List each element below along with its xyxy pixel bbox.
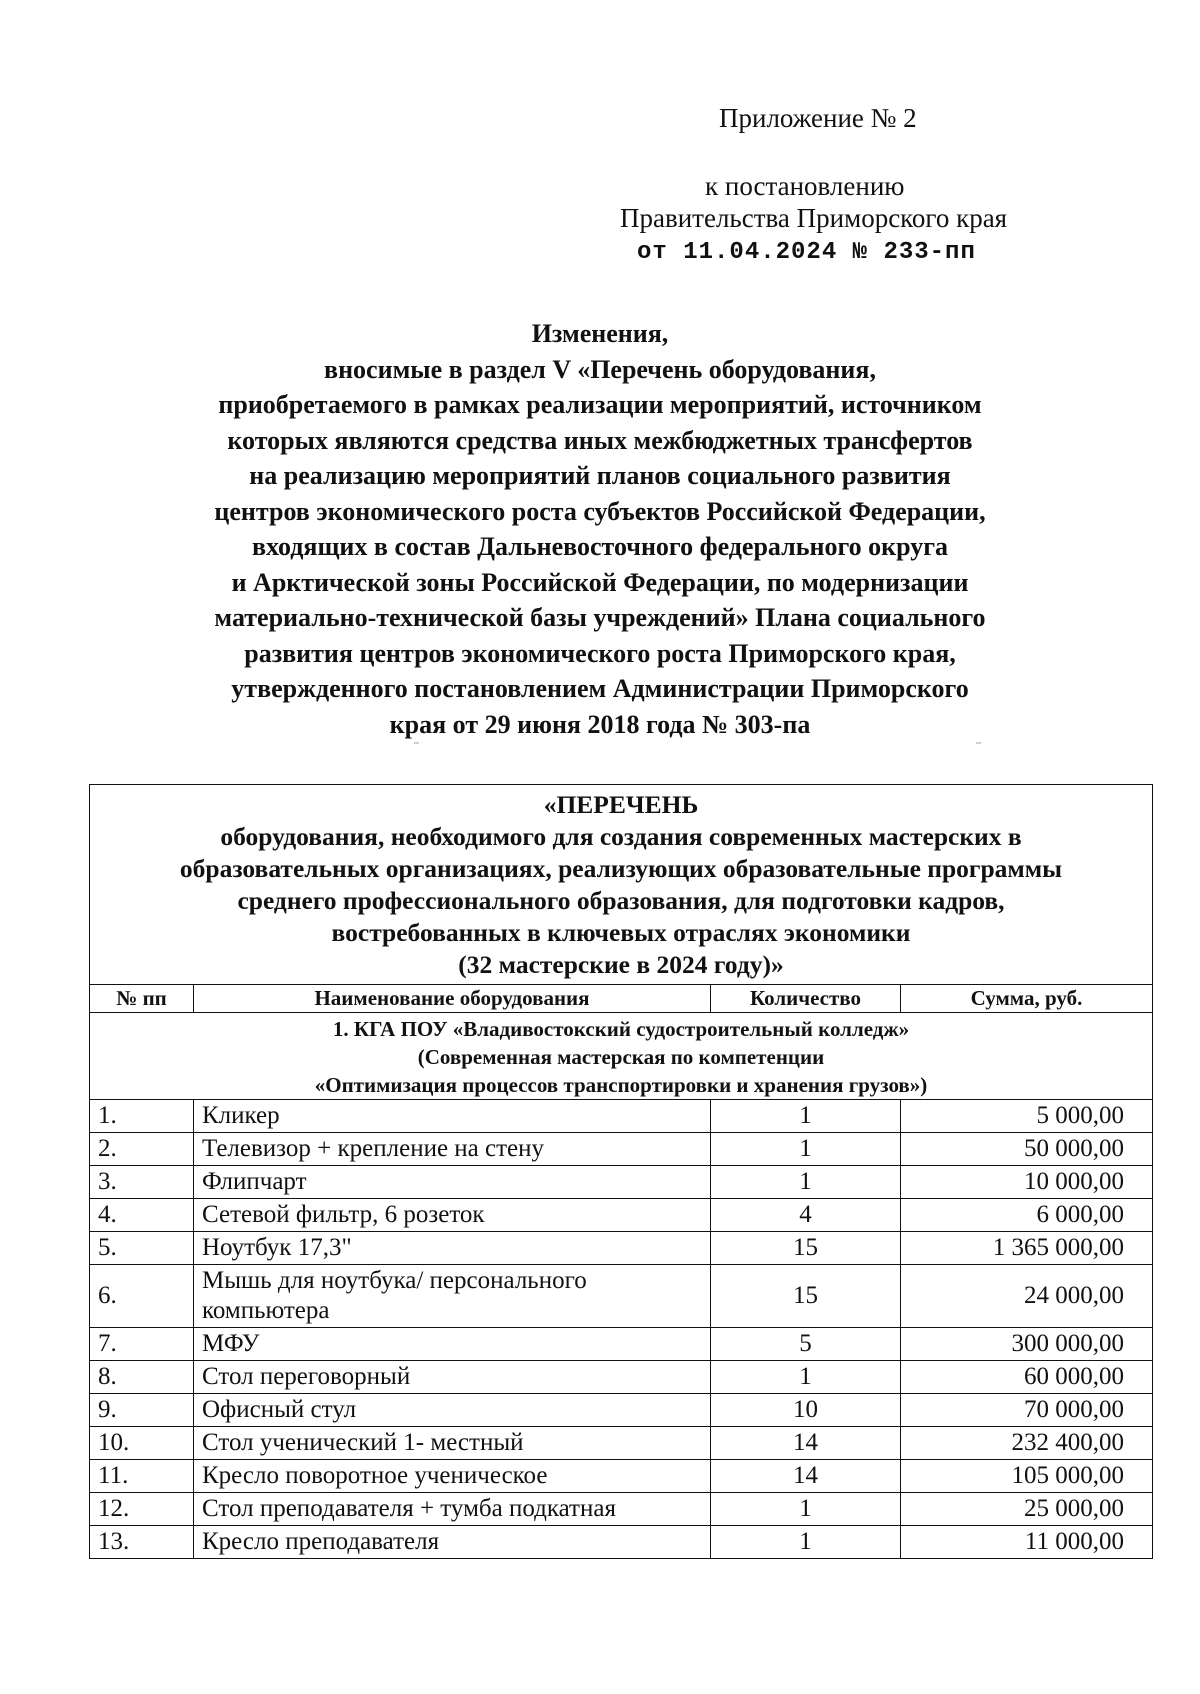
equipment-name: Стол ученический 1- местный — [194, 1427, 711, 1460]
decree-reference: к постановлению — [705, 171, 905, 201]
sum: 70 000,00 — [901, 1394, 1153, 1427]
table-row — [90, 1328, 1153, 1361]
row-number: 9. — [90, 1394, 194, 1427]
row-number: 10. — [90, 1427, 194, 1460]
changes-heading-line: Изменения, — [531, 319, 669, 348]
table-row — [90, 1493, 1153, 1526]
sum: 50 000,00 — [901, 1133, 1153, 1166]
changes-heading-line: на реализацию мероприятий планов социального развития — [249, 461, 951, 490]
table-row — [90, 1133, 1153, 1166]
table-row — [90, 1526, 1153, 1559]
equipment-name: Флипчарт — [194, 1166, 711, 1199]
decree-date-number: от 11.04.2024 № 233-пп — [637, 239, 976, 266]
changes-heading-line: и Арктической зоны Российской Федерации, по модернизации — [231, 567, 969, 597]
table-row — [90, 1232, 1153, 1265]
list-title-line: «ПЕРЕЧЕНЬ — [543, 790, 699, 819]
quantity: 10 — [711, 1394, 901, 1427]
changes-heading-line: развития центров экономического роста Приморского края, — [244, 638, 956, 668]
equipment-name: МФУ — [194, 1328, 711, 1361]
quantity: 14 — [711, 1460, 901, 1493]
decree-issuer: Правительства Приморского края — [620, 203, 1008, 233]
equipment-name: Кресло преподавателя — [194, 1526, 711, 1559]
scan-speck — [976, 742, 981, 744]
sum: 10 000,00 — [901, 1166, 1153, 1199]
changes-heading-line: вносимые в раздел V «Перечень оборудования, — [324, 354, 876, 384]
column-header-name: Наименование оборудования — [194, 985, 711, 1013]
sum: 300 000,00 — [901, 1328, 1153, 1361]
row-number: 2. — [90, 1133, 194, 1166]
quantity: 1 — [711, 1166, 901, 1199]
changes-heading-line: утвержденного постановлением Администрации Приморского — [231, 674, 969, 703]
row-number: 12. — [90, 1493, 194, 1526]
quantity: 1 — [711, 1100, 901, 1133]
list-title — [90, 785, 1153, 985]
section-header — [90, 1013, 1153, 1100]
list-title-line: оборудования, необходимого для создания современных мастерских в — [220, 822, 1022, 851]
changes-heading — [110, 316, 1090, 742]
changes-heading-line: центров экономического роста субъектов Российской Федерации, — [214, 496, 986, 526]
changes-heading-line: входящих в состав Дальневосточного федерального округа — [251, 532, 949, 561]
sum: 232 400,00 — [901, 1427, 1153, 1460]
quantity: 15 — [711, 1232, 901, 1265]
equipment-name: Кресло поворотное ученическое — [194, 1460, 711, 1493]
column-header-number: № пп — [90, 985, 194, 1013]
sum: 105 000,00 — [901, 1460, 1153, 1493]
equipment-name: Телевизор + крепление на стену — [194, 1133, 711, 1166]
table-row — [90, 1394, 1153, 1427]
quantity: 14 — [711, 1427, 901, 1460]
table-row — [90, 1265, 1153, 1328]
equipment-table — [89, 784, 1153, 1559]
equipment-name: Мышь для ноутбука/ персонального компьютера — [194, 1265, 711, 1328]
section-header-line: 1. КГА ПОУ «Владивостокский судостроительный колледж» — [332, 1017, 910, 1041]
row-number: 13. — [90, 1526, 194, 1559]
section-header-line: «Оптимизация процессов транспортировки и хранения грузов») — [314, 1073, 928, 1097]
equipment-name: Стол переговорный — [194, 1361, 711, 1394]
equipment-name: Стол преподавателя + тумба подкатная — [194, 1493, 711, 1526]
quantity: 1 — [711, 1526, 901, 1559]
sum: 1 365 000,00 — [901, 1232, 1153, 1265]
equipment-name: Кликер — [194, 1100, 711, 1133]
row-number: 8. — [90, 1361, 194, 1394]
column-header-quantity: Количество — [711, 985, 901, 1013]
list-title-line: (32 мастерские в 2024 году)» — [458, 950, 784, 979]
sum: 24 000,00 — [901, 1265, 1153, 1328]
changes-heading-line: приобретаемого в рамках реализации мероприятий, источником — [218, 390, 982, 419]
row-number: 11. — [90, 1460, 194, 1493]
quantity: 15 — [711, 1265, 901, 1328]
table-row — [90, 1100, 1153, 1133]
quantity: 1 — [711, 1361, 901, 1394]
changes-heading-line: края от 29 июня 2018 года № 303-па — [389, 709, 811, 739]
table-row — [90, 1427, 1153, 1460]
sum: 60 000,00 — [901, 1361, 1153, 1394]
row-number: 4. — [90, 1199, 194, 1232]
sum: 25 000,00 — [901, 1493, 1153, 1526]
row-number: 1. — [90, 1100, 194, 1133]
quantity: 5 — [711, 1328, 901, 1361]
changes-heading-line: которых являются средства иных межбюджетных трансфертов — [227, 425, 973, 455]
table-row — [90, 1460, 1153, 1493]
equipment-name: Офисный стул — [194, 1394, 711, 1427]
sum: 6 000,00 — [901, 1199, 1153, 1232]
row-number: 6. — [90, 1265, 194, 1328]
table-row — [90, 1199, 1153, 1232]
sum: 11 000,00 — [901, 1526, 1153, 1559]
column-header-sum: Сумма, руб. — [901, 985, 1153, 1013]
quantity: 4 — [711, 1199, 901, 1232]
table-row — [90, 1361, 1153, 1394]
quantity: 1 — [711, 1493, 901, 1526]
appendix-number: Приложение № 2 — [719, 103, 917, 133]
section-header-line: (Современная мастерская по компетенции — [417, 1045, 825, 1069]
sum: 5 000,00 — [901, 1100, 1153, 1133]
equipment-name: Сетевой фильтр, 6 розеток — [194, 1199, 711, 1232]
equipment-name: Ноутбук 17,3" — [194, 1232, 711, 1265]
scan-speck — [414, 742, 419, 744]
table-row — [90, 1166, 1153, 1199]
list-title-line: востребованных в ключевых отраслях экономики — [331, 918, 911, 947]
list-title-line: образовательных организациях, реализующих образовательные программы — [179, 854, 1063, 883]
row-number: 7. — [90, 1328, 194, 1361]
list-title-line: среднего профессионального образования, для подготовки кадров, — [237, 886, 1005, 915]
row-number: 5. — [90, 1232, 194, 1265]
changes-heading-line: материально-технической базы учреждений» Плана социального — [214, 603, 986, 632]
quantity: 1 — [711, 1133, 901, 1166]
row-number: 3. — [90, 1166, 194, 1199]
